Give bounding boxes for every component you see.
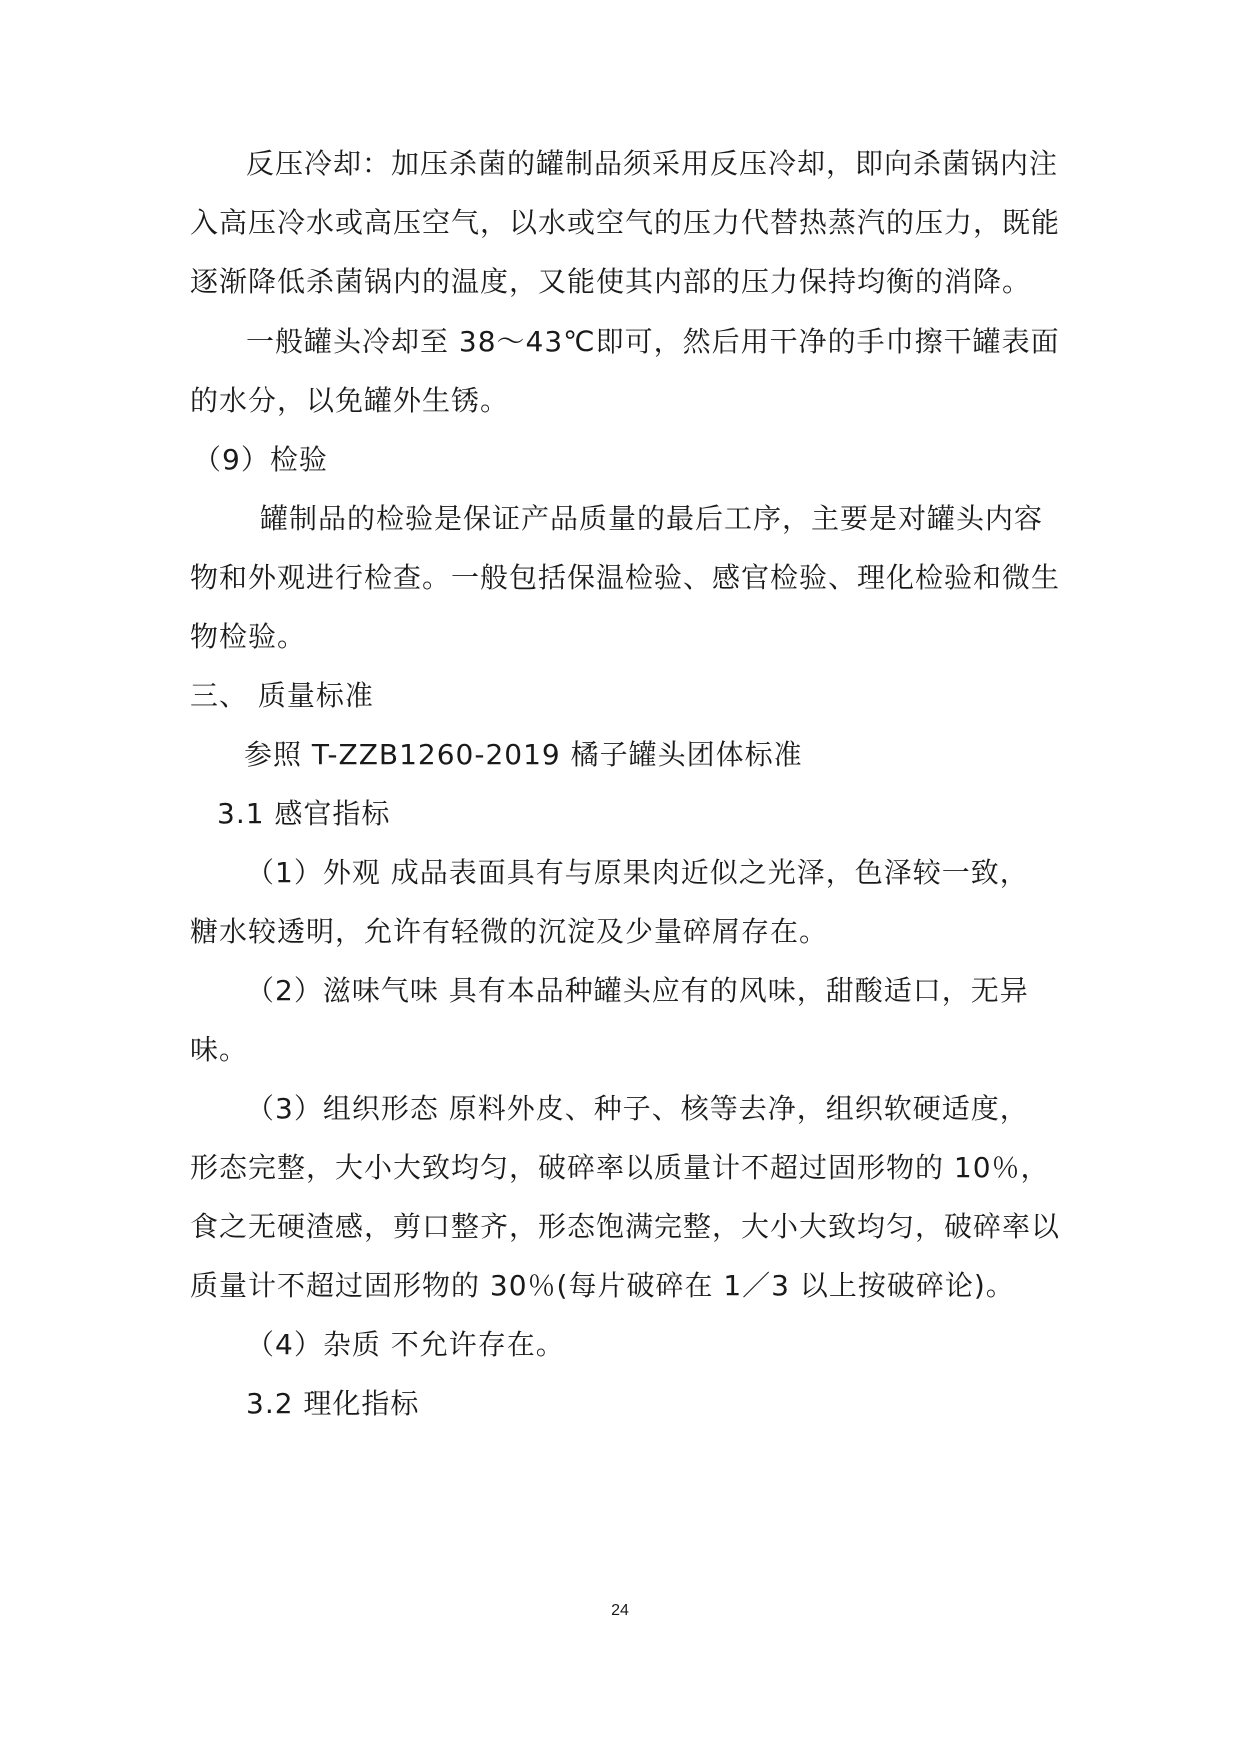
subsection-heading: 3.2 理化指标 <box>246 1387 420 1420</box>
section-heading: （9）检验 <box>193 443 328 476</box>
paragraph-line: 形态完整，大小大致均匀，破碎率以质量计不超过固形物的 10％， <box>190 1151 1050 1184</box>
paragraph-line: 入高压冷水或高压空气，以水或空气的压力代替热蒸汽的压力，既能 <box>190 206 1061 239</box>
paragraph-line: 罐制品的检验是保证产品质量的最后工序，主要是对罐头内容 <box>260 502 1044 535</box>
paragraph-line: （3）组织形态 原料外皮、种子、核等去净，组织软硬适度， <box>246 1092 1029 1125</box>
paragraph-line: 反压冷却：加压杀菌的罐制品须采用反压冷却，即向杀菌锅内注 <box>246 147 1059 180</box>
page-number: 24 <box>611 1602 629 1619</box>
paragraph-line: （4）杂质 不允许存在。 <box>246 1328 565 1361</box>
paragraph-line: 参照 T-ZZB1260-2019 橘子罐头团体标准 <box>244 738 803 771</box>
paragraph-line: 味。 <box>190 1033 249 1066</box>
paragraph-line: （1）外观 成品表面具有与原果肉近似之光泽，色泽较一致， <box>246 856 1029 889</box>
subsection-heading: 3.1 感官指标 <box>217 797 391 830</box>
paragraph-line: 的水分，以免罐外生锈。 <box>190 384 510 417</box>
paragraph-line: 食之无硬渣感，剪口整齐，形态饱满完整，大小大致均匀，破碎率以 <box>190 1210 1061 1243</box>
paragraph-line: 糖水较透明，允许有轻微的沉淀及少量碎屑存在。 <box>190 915 829 948</box>
paragraph-line: 一般罐头冷却至 38～43℃即可，然后用干净的手巾擦干罐表面 <box>246 325 1060 358</box>
paragraph-line: 逐渐降低杀菌锅内的温度，又能使其内部的压力保持均衡的消降。 <box>190 265 1032 298</box>
section-heading: 三、 质量标准 <box>190 679 374 712</box>
paragraph-line: 物检验。 <box>190 620 307 653</box>
paragraph-line: 质量计不超过固形物的 30％(每片破碎在 1／3 以上按破碎论)。 <box>190 1269 1015 1302</box>
paragraph-line: （2）滋味气味 具有本品种罐头应有的风味，甜酸适口，无异 <box>246 974 1029 1007</box>
paragraph-line: 物和外观进行检查。一般包括保温检验、感官检验、理化检验和微生 <box>190 561 1061 594</box>
